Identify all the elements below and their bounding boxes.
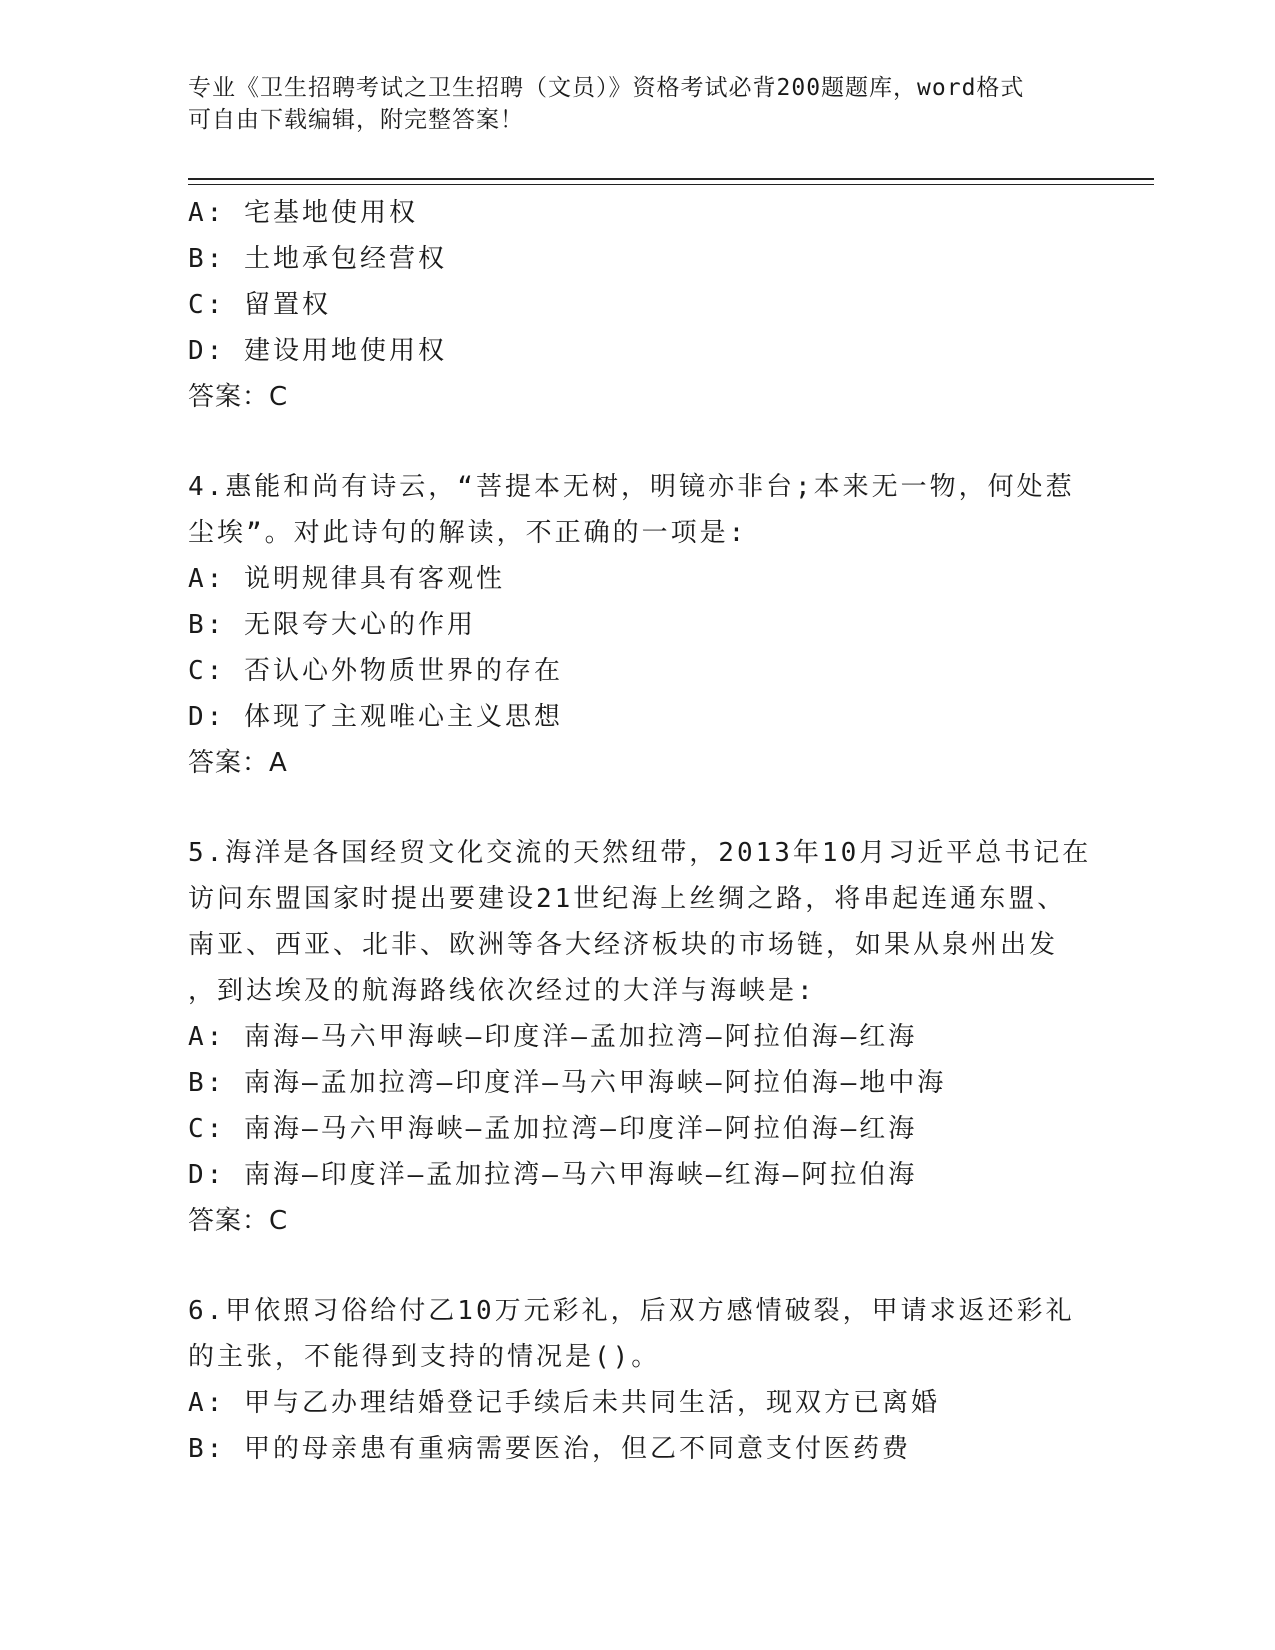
question-5-stem-line-3: 南亚、西亚、北非、欧洲等各大经济板块的市场链，如果从泉州出发 [188,930,1059,960]
question-4-stem-line-1: 4.惠能和尚有诗云，“菩提本无树，明镜亦非台;本来无一物，何处惹 [188,472,1075,502]
spacer [188,1244,1088,1288]
question-6-stem-line-2: 的主张，不能得到支持的情况是()。 [188,1342,661,1372]
question-6-stem-line-1: 6.甲依照习俗给付乙10万元彩礼，后双方感情破裂，甲请求返还彩礼 [188,1296,1075,1326]
question-6-option-b: B: 甲的母亲患有重病需要医治，但乙不同意支付医药费 [188,1434,911,1464]
question-3-option-a: A: 宅基地使用权 [188,198,418,228]
question-6-option-a: A: 甲与乙办理结婚登记手续后未共同生活，现双方已离婚 [188,1388,940,1418]
question-4-option-a: A: 说明规律具有客观性 [188,564,505,594]
question-5-stem-line-2: 访问东盟国家时提出要建设21世纪海上丝绸之路，将串起连通东盟、 [188,884,1067,914]
question-4-option-d: D: 体现了主观唯心主义思想 [188,702,563,732]
question-5-option-d: D: 南海—印度洋—孟加拉湾—马六甲海峡—红海—阿拉伯海 [188,1160,918,1190]
question-5-stem-line-4: ，到达埃及的航海路线依次经过的大洋与海峡是: [188,976,816,1006]
question-5-answer: 答案：C [188,1206,289,1236]
header-divider-thick [188,178,1154,180]
question-4-option-b: B: 无限夸大心的作用 [188,610,476,640]
header-title-line-1: 专业《卫生招聘考试之卫生招聘（文员）》资格考试必背200题题库，word格式 [188,75,1025,101]
question-4-stem-line-2: 尘埃”。对此诗句的解读，不正确的一项是: [188,518,748,548]
header-divider-thin [188,184,1154,185]
question-4-option-c: C: 否认心外物质世界的存在 [188,656,563,686]
question-5-option-c: C: 南海—马六甲海峡—孟加拉湾—印度洋—阿拉伯海—红海 [188,1114,918,1144]
question-3-option-b: B: 土地承包经营权 [188,244,447,274]
spacer [188,786,1088,830]
question-4 [188,464,1088,786]
question-5-option-b: B: 南海—孟加拉湾—印度洋—马六甲海峡—阿拉伯海—地中海 [188,1068,947,1098]
question-5-stem-line-1: 5.海洋是各国经贸文化交流的天然纽带，2013年10月习近平总书记在 [188,838,1092,868]
question-list [188,190,1092,1472]
question-6 [188,1288,1088,1472]
question-3-option-c: C: 留置权 [188,290,331,320]
question-5-option-a: A: 南海—马六甲海峡—印度洋—孟加拉湾—阿拉伯海—红海 [188,1022,918,1052]
question-3-answer: 答案：C [188,382,289,412]
question-3-option-d: D: 建设用地使用权 [188,336,447,366]
document-header [188,72,1068,136]
question-4-answer: 答案：A [188,748,288,778]
spacer [188,420,1088,464]
question-3 [188,190,1088,420]
question-5 [188,830,1092,1244]
header-title-line-2: 可自由下载编辑，附完整答案！ [188,107,524,133]
